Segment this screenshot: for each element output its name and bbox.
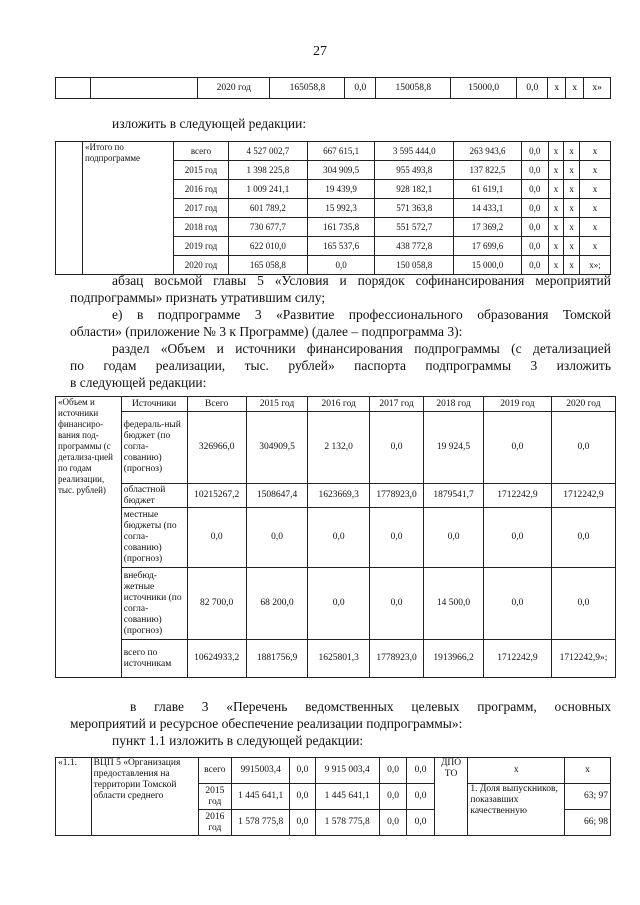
table-row: 2015 год 1 398 225,8 304 909,5 955 493,8 137 822,5 0,0 х х х — [56, 161, 611, 180]
table-row: 2017 год 601 789,2 15 992,3 571 363,8 14 433,1 0,0 х х х — [56, 199, 611, 218]
paragraph-2-line-2: области» (приложение № 3 к Программе) (далее – подпрограмма 3): — [70, 324, 463, 339]
table-row: 2020 год 165 058,8 0,0 150 058,8 15 000,0 0,0 х х х»; — [56, 256, 611, 275]
table-row: 2019 год 622 010,0 165 537,6 438 772,8 17 699,6 0,0 х х х — [56, 237, 611, 256]
paragraph-3-line-1: раздел «Объем и источники финансирования подпрограммы (с детализацией — [112, 341, 611, 356]
table-row: местные бюджеты (по согла-сованию) (прогноз) 0,0 0,0 0,0 0,0 0,0 0,0 0,0 — [56, 508, 616, 568]
table-financing — [55, 396, 616, 678]
table-totals — [55, 141, 611, 275]
page-number: 27 — [313, 44, 327, 59]
paragraph-4-line-1: в главе 3 «Перечень ведомственных целевых программ, основных — [130, 699, 611, 714]
table-row: «1.1. ВЦП 5 «Организация предоставления на территории Томской области среднего всего 9915003,4 0,0 9 915 003,4 0,0 0,0 ДПО ТО х х — [56, 758, 611, 784]
item-number: «1.1. — [56, 758, 92, 836]
totals-label: «Итого по подпрограмме — [83, 142, 174, 275]
paragraph-3-line-2: по годам реализации, тыс. рублей» паспорта подпрограммы 3 изложить — [70, 358, 611, 373]
table-row: областной бюджет 10215267,2 1508647,4 1623669,3 1778923,0 1879541,7 1712242,9 1712242,9 — [56, 484, 616, 508]
table-row: всего по источникам 10624933,2 1881756,9 1625801,3 1778923,0 1913966,2 1712242,9 1712242,9»; — [56, 640, 616, 678]
indicator: 1. Доля выпускников, показавших качественную — [468, 784, 565, 836]
paragraph-1-line-2: подпрограммы» признать утратившим силу; — [70, 290, 326, 305]
table-top-row — [55, 77, 611, 99]
table-vcp — [55, 757, 611, 836]
paragraph-2-line-1: е) в подпрограмме 3 «Развитие профессионального образования Томской — [112, 307, 611, 322]
table-row: 2020 год 165058,8 0,0 150058,8 15000,0 0,0 х х х» — [56, 78, 611, 99]
paragraph-3-line-3: в следующей редакции: — [70, 375, 207, 390]
table-row: федераль-ный бюджет (по согла-сованию) (прогноз) 326966,0 304909,5 2 132,0 0,0 19 924,5 0,0 0,0 — [56, 412, 616, 484]
paragraph-1-line-1: абзац восьмой главы 5 «Условия и порядок софинансирования мероприятий — [112, 273, 611, 288]
table-row: «Итого по подпрограмме всего 4 527 002,7 667 615,1 3 595 444,0 263 943,6 0,0 х х х — [56, 142, 611, 161]
text-replace-1: изложить в следующей редакции: — [112, 116, 307, 131]
financing-label: «Объем и источники финансиро-вания под-программы (с детализа-цией по годам реализации, тыс. рублей) — [56, 397, 122, 678]
table-row: внебюд-жетные источники (по согла-сованию) (прогноз) 82 700,0 68 200,0 0,0 0,0 14 500,0 0,0 0,0 — [56, 568, 616, 640]
vcp-title: ВЦП 5 «Организация предоставления на территории Томской области среднего — [91, 758, 198, 836]
table-row: 2016 год 1 009 241,1 19 439,9 928 182,1 61 619,1 0,0 х х х — [56, 180, 611, 199]
paragraph-4-line-2: мероприятий и ресурсное обеспечение реализации подпрограммы»: — [70, 716, 463, 731]
executor: ДПО ТО — [434, 758, 468, 836]
table-row: 2018 год 730 677,7 161 735,8 551 572,7 17 369,2 0,0 х х х — [56, 218, 611, 237]
table-row: 2015 год 1 445 641,1 0,0 1 445 641,1 0,0 0,0 1. Доля выпускников, показавших качественную 63; 97 — [56, 784, 611, 810]
paragraph-5: пункт 1.1 изложить в следующей редакции: — [112, 733, 364, 748]
table-row: 2016 год 1 578 775,8 0,0 1 578 775,8 0,0 0,0 66; 98 — [56, 810, 611, 836]
table-header-row: «Объем и источники финансиро-вания под-программы (с детализа-цией по годам реализации, тыс. рублей) Источники Всего 2015 год 2016 год 2017 год 2018 год 2019 год 2020 год — [56, 397, 616, 412]
